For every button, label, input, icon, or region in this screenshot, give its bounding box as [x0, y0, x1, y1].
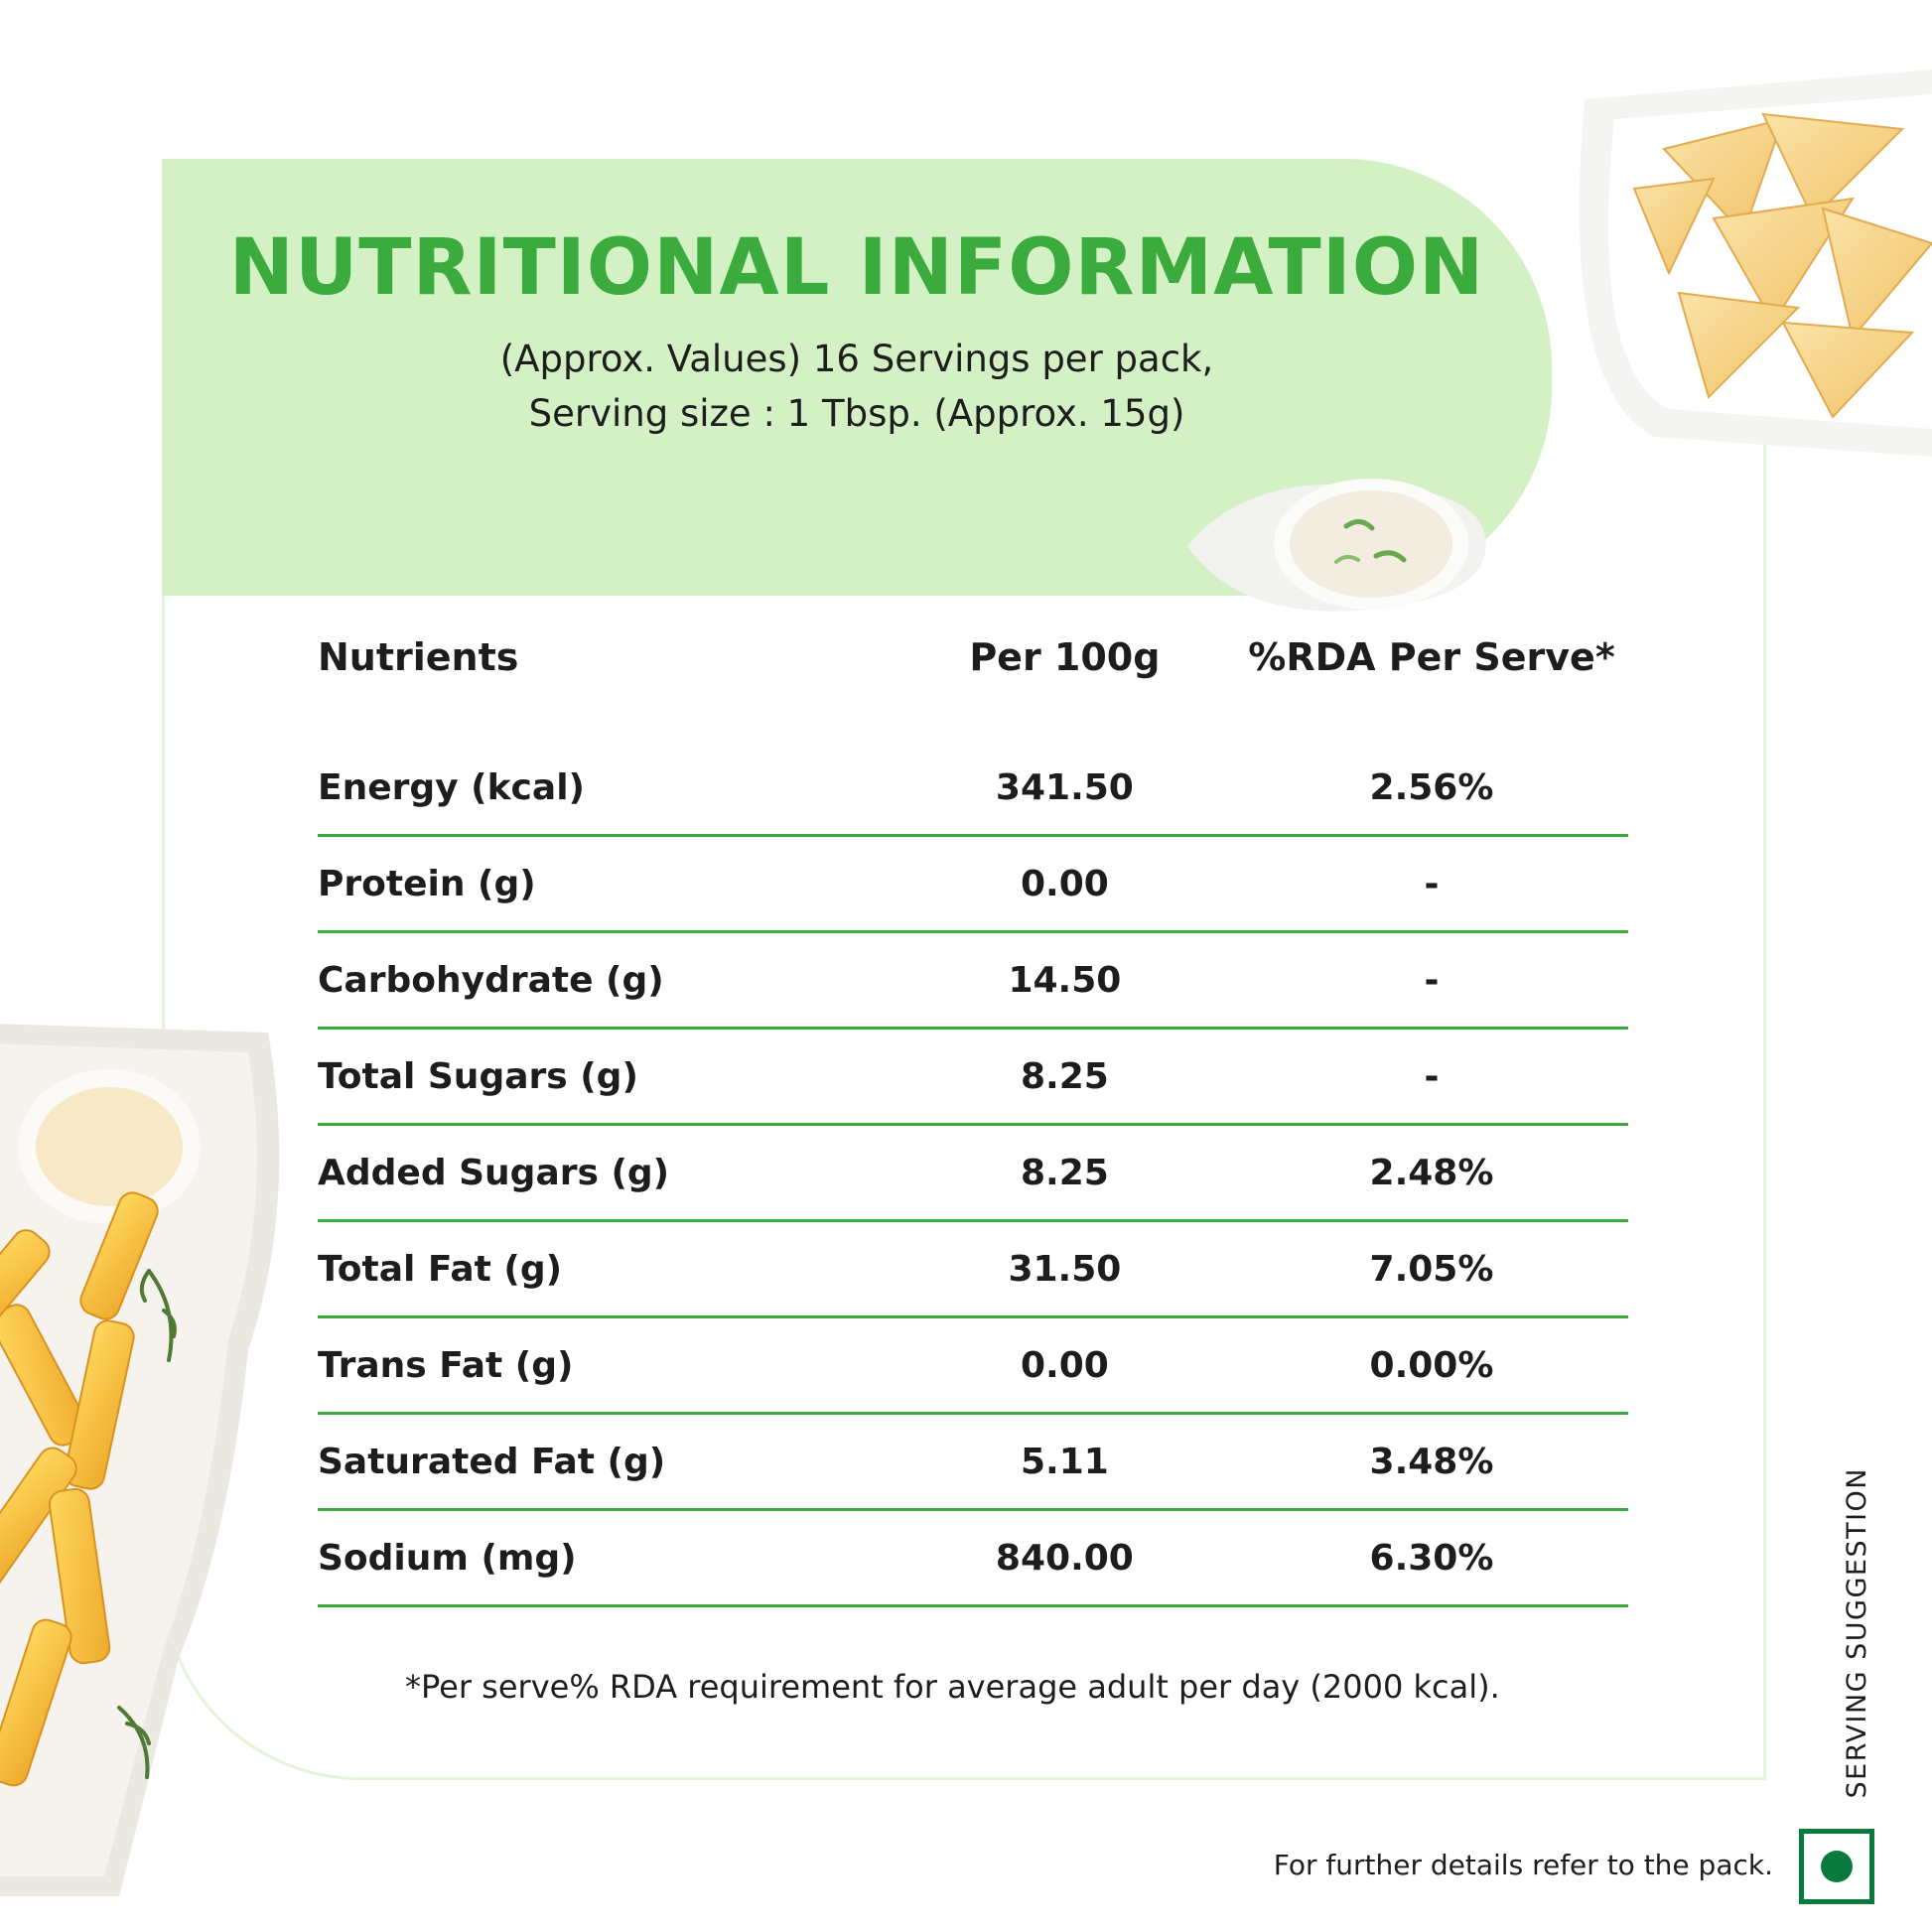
rda-footnote: *Per serve% RDA requirement for average adult per day (2000 kcal).	[405, 1668, 1500, 1706]
refer-to-pack-note: For further details refer to the pack.	[1273, 1849, 1773, 1881]
table-body	[318, 741, 1628, 1606]
nutrient-rda: 3.48%	[1235, 1414, 1628, 1510]
nutrient-rda: -	[1235, 1029, 1628, 1125]
column-header-nutrients: Nutrients	[318, 635, 519, 679]
nutrient-rda: 7.05%	[1235, 1221, 1628, 1317]
nutrient-per100g: 0.00	[895, 1317, 1235, 1414]
nutrition-table-wrapper	[318, 635, 1628, 1607]
veg-mark-icon	[1799, 1829, 1874, 1904]
header	[162, 223, 1552, 442]
table-row	[318, 932, 1628, 1029]
nutrient-per100g: 8.25	[895, 1029, 1235, 1125]
page-title: NUTRITIONAL INFORMATION	[228, 223, 1485, 313]
nutrient-rda: -	[1235, 836, 1628, 932]
nutrient-per100g: 341.50	[895, 741, 1235, 836]
nutrient-rda: 2.56%	[1235, 741, 1628, 836]
nutrient-rda: 0.00%	[1235, 1317, 1628, 1414]
serving-suggestion-label: SERVING SUGGESTION	[1842, 1467, 1872, 1799]
nutrient-name: Trans Fat (g)	[318, 1317, 895, 1414]
nutrient-per100g: 0.00	[895, 836, 1235, 932]
fries-board-photo	[0, 1023, 298, 1896]
nutrient-name: Sodium (mg)	[318, 1510, 895, 1606]
dip-bowl-photo	[1177, 427, 1505, 625]
nutrient-name: Total Fat (g)	[318, 1221, 895, 1317]
table-header-row	[318, 635, 1628, 741]
column-header-rda: %RDA Per Serve*	[1248, 635, 1615, 679]
table-row	[318, 1221, 1628, 1317]
nutrient-name: Saturated Fat (g)	[318, 1414, 895, 1510]
nutrient-per100g: 840.00	[895, 1510, 1235, 1606]
column-header-per100g: Per 100g	[969, 635, 1161, 679]
table-row	[318, 1414, 1628, 1510]
table-row	[318, 1029, 1628, 1125]
serving-info-line-1: (Approx. Values) 16 Servings per pack,	[499, 337, 1214, 380]
nutrient-rda: 2.48%	[1235, 1125, 1628, 1221]
nutrient-rda: -	[1235, 932, 1628, 1029]
table-row	[318, 836, 1628, 932]
serving-info-line-2: Serving size : 1 Tbsp. (Approx. 15g)	[528, 392, 1185, 436]
table-row	[318, 1510, 1628, 1606]
nutrient-per100g: 5.11	[895, 1414, 1235, 1510]
table-row	[318, 741, 1628, 836]
nutrition-table	[318, 635, 1628, 1607]
nutrient-name: Protein (g)	[318, 836, 895, 932]
nutrient-per100g: 31.50	[895, 1221, 1235, 1317]
nutrient-name: Total Sugars (g)	[318, 1029, 895, 1125]
veg-mark-dot	[1821, 1851, 1853, 1882]
nutrient-rda: 6.30%	[1235, 1510, 1628, 1606]
nutrient-per100g: 8.25	[895, 1125, 1235, 1221]
nutrient-name: Energy (kcal)	[318, 741, 895, 836]
nutrient-name: Added Sugars (g)	[318, 1125, 895, 1221]
nutrient-per100g: 14.50	[895, 932, 1235, 1029]
table-row	[318, 1125, 1628, 1221]
table-row	[318, 1317, 1628, 1414]
nutrient-name: Carbohydrate (g)	[318, 932, 895, 1029]
